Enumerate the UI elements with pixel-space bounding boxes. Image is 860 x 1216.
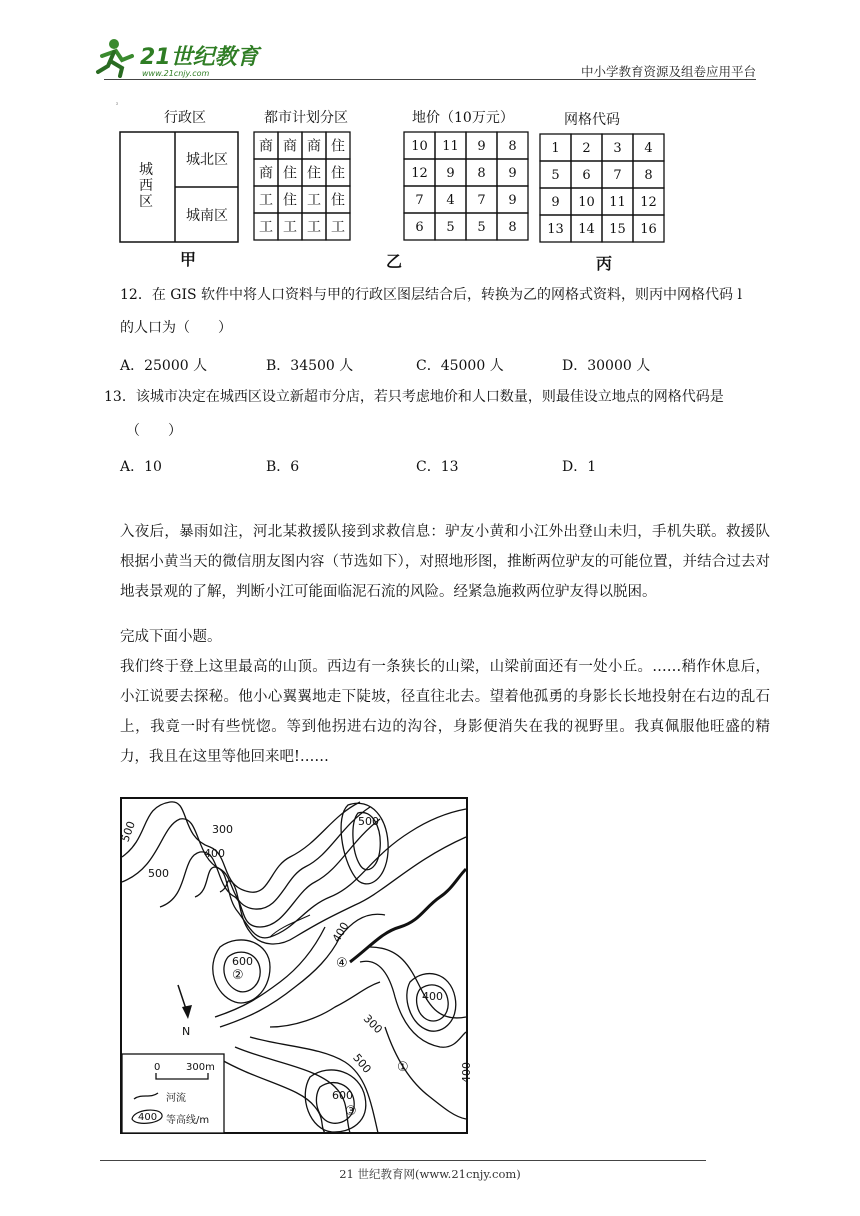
zone-value: 工 <box>283 219 297 236</box>
contour-label: 400 <box>329 919 352 945</box>
contour-label: 500 <box>118 819 138 844</box>
district-west-3: 区 <box>139 194 153 210</box>
zone-value: 工 <box>259 192 273 209</box>
logo-text: 21世纪教育 <box>140 45 259 70</box>
panel-grid-codes <box>540 111 664 273</box>
zoning-grid <box>254 132 350 240</box>
contour-label: 500 <box>350 1051 374 1076</box>
logo-url: www.21cnjy.com <box>142 69 210 78</box>
zone-value: 商 <box>259 165 273 182</box>
legend-contour: 等高线/m <box>166 1115 210 1126</box>
q12-option-b[interactable]: B．34500 人 <box>266 358 354 374</box>
price-value: 4 <box>446 193 455 209</box>
price-value: 9 <box>508 166 517 182</box>
price-value: 9 <box>446 166 455 182</box>
point-3: ③ <box>345 1104 357 1119</box>
price-value: 5 <box>477 220 486 236</box>
point-4: ④ <box>336 956 348 971</box>
legend-contour-value: 400 <box>138 1112 158 1123</box>
zone-value: 住 <box>331 192 345 209</box>
price-value: 11 <box>442 139 459 155</box>
district-west-2: 西 <box>139 178 153 194</box>
code-value: 11 <box>609 195 626 211</box>
price-value: 8 <box>477 166 486 182</box>
zone-value: 工 <box>307 192 321 209</box>
code-value: 14 <box>578 222 595 238</box>
price-value: 6 <box>415 220 424 236</box>
contour-label: 600 <box>232 955 253 968</box>
passage-instruction: 完成下面小题。 <box>120 629 222 645</box>
price-value: 5 <box>446 220 455 236</box>
runner-icon <box>98 39 132 76</box>
footer-text: 21 世纪教育网(www.21cnjy.com) <box>339 1167 521 1181</box>
code-value: 1 <box>551 141 560 157</box>
panel-a-title: 行政区 <box>164 110 206 126</box>
zone-value: 住 <box>283 192 297 209</box>
code-value: 6 <box>582 168 591 184</box>
zone-value: 商 <box>307 138 321 155</box>
q12-option-a[interactable]: A．25000 人 <box>120 358 208 374</box>
price-value: 7 <box>415 193 424 209</box>
q12-stem-line2: 的人口为（ ） <box>120 320 232 336</box>
passage-intro: 入夜后，暴雨如注，河北某救援队接到求救信息：驴友小黄和小江外出登山未归，手机失联。救援队根据小黄当天的微信朋友图内容（节选如下），对照地形图，推断两位驴友的可能位置，并结合过去对地表景观的了解，判断小江可能面临泥石流的风险。经紧急施救两位驴友得以脱困。 <box>120 524 770 600</box>
code-value: 7 <box>613 168 622 184</box>
zone-value: 住 <box>283 165 297 182</box>
price-value: 9 <box>508 193 517 209</box>
gis-grid-figure <box>112 102 672 277</box>
contour-label: 400 <box>460 1062 473 1083</box>
code-value: 12 <box>640 195 657 211</box>
q13-option-b[interactable]: B．6 <box>266 459 300 475</box>
q13-option-c[interactable]: C．13 <box>416 459 459 475</box>
zone-value: 工 <box>331 219 345 236</box>
code-value: 3 <box>613 141 622 157</box>
code-value: 8 <box>644 168 653 184</box>
q13-option-a[interactable]: A．10 <box>120 459 162 475</box>
price-value: 10 <box>411 139 428 155</box>
q12-stem-line1: 12．在 GIS 软件中将人口资料与甲的行政区图层结合后，转换为乙的网格式资料，则丙中网格代码 l <box>120 287 742 303</box>
price-value: 8 <box>508 139 517 155</box>
passage-diary: 我们终于登上这里最高的山顶。西边有一条狭长的山梁，山梁前面还有一处小丘。……稍作休息后，小江说要去探秘。他小心翼翼地走下陡坡，径直往北去。望着他孤勇的身影长长地投射在右边的乱石上，我竟一时有些恍惚。等到他拐进右边的沟谷，身影便消失在我的视野里。我真佩服他旺盛的精力，我且在这里等他回来吧!…… <box>120 659 770 765</box>
zone-value: 住 <box>331 165 345 182</box>
point-1: ① <box>397 1060 409 1075</box>
site-logo <box>92 36 262 80</box>
north-label: N <box>182 1025 191 1038</box>
q13-option-d[interactable]: D．1 <box>562 459 597 475</box>
footer-divider <box>100 1160 706 1161</box>
panel-zoning-and-price <box>254 109 528 271</box>
point-2: ② <box>232 968 244 983</box>
header-divider <box>104 79 756 80</box>
contour-label: 300 <box>360 1012 385 1037</box>
district-south: 城南区 <box>186 208 228 224</box>
q13-stem-line2: （ ） <box>126 423 182 439</box>
q12-option-c[interactable]: C．45000 人 <box>416 358 504 374</box>
caption-b: 乙 <box>386 252 403 271</box>
panel-b-price-title: 地价（10万元） <box>412 110 514 126</box>
code-value: 9 <box>551 195 560 211</box>
contour-label: 500 <box>148 867 169 880</box>
code-value: 15 <box>609 222 626 238</box>
code-value: 13 <box>547 222 564 238</box>
price-value: 9 <box>477 139 486 155</box>
district-west-1: 城 <box>139 162 153 178</box>
code-value: 10 <box>578 195 595 211</box>
price-value: 7 <box>477 193 486 209</box>
price-value: 12 <box>411 166 428 182</box>
panel-c-title: 网格代码 <box>564 112 620 128</box>
zone-value: 工 <box>259 219 273 236</box>
zone-value: 住 <box>307 165 321 182</box>
header-platform-text: 中小学教育资源及组卷应用平台 <box>580 64 756 79</box>
code-value: 4 <box>644 141 653 157</box>
panel-admin-districts <box>120 110 238 269</box>
panel-b-zone-title: 都市计划分区 <box>264 110 348 126</box>
scale-value: 300m <box>186 1062 215 1073</box>
contour-label: 600 <box>332 1089 353 1102</box>
legend-river: 河流 <box>166 1093 186 1104</box>
code-value: 5 <box>551 168 560 184</box>
contour-label: 400 <box>422 990 443 1003</box>
district-north: 城北区 <box>186 152 228 168</box>
contour-label: 500 <box>358 815 379 828</box>
q13-stem-line1: 13．该城市决定在城西区设立新超市分店，若只考虑地价和人口数量，则最佳设立地点的网格代码是 <box>104 389 724 405</box>
zone-value: 商 <box>283 138 297 155</box>
contour-map <box>118 797 473 1134</box>
code-value: 2 <box>582 141 591 157</box>
map-legend <box>122 1054 224 1133</box>
price-value: 8 <box>508 220 517 236</box>
contour-label: 400 <box>204 847 225 860</box>
caption-a: 甲 <box>180 250 197 269</box>
code-value: 16 <box>640 222 657 238</box>
caption-c: 丙 <box>596 254 613 273</box>
small-mark: ² <box>116 102 119 108</box>
zone-value: 商 <box>259 138 273 155</box>
zone-value: 住 <box>331 138 345 155</box>
zone-value: 工 <box>307 219 321 236</box>
land-price-grid <box>404 132 528 240</box>
grid-code-table <box>540 134 664 242</box>
contour-label: 300 <box>212 823 233 836</box>
scale-zero: 0 <box>154 1062 161 1073</box>
q12-option-d[interactable]: D．30000 人 <box>562 358 651 374</box>
